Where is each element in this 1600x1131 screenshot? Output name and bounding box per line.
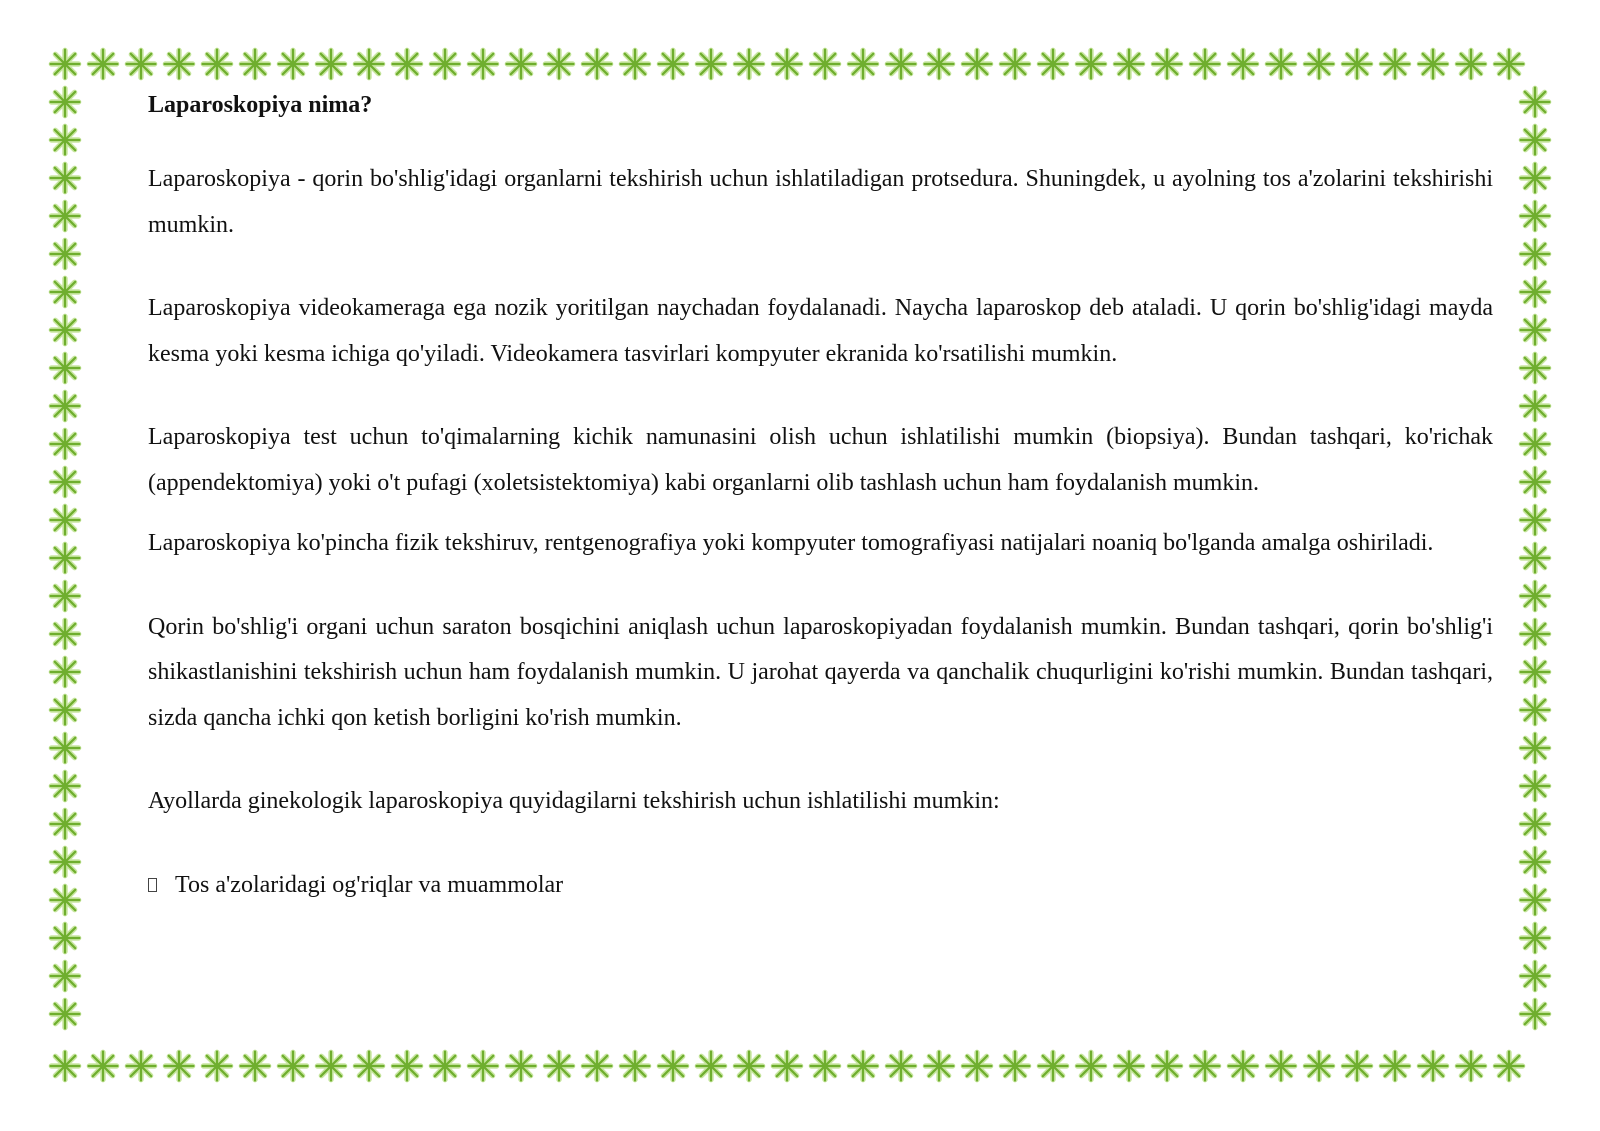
star-ornament-icon	[46, 501, 84, 539]
star-ornament-icon	[46, 349, 84, 387]
star-ornament-icon	[1516, 539, 1554, 577]
star-ornament-icon	[350, 45, 388, 83]
star-ornament-icon	[46, 83, 84, 121]
star-ornament-icon	[236, 1047, 274, 1085]
star-ornament-icon	[1516, 957, 1554, 995]
star-ornament-icon	[768, 45, 806, 83]
star-ornament-icon	[160, 1047, 198, 1085]
star-ornament-icon	[1516, 691, 1554, 729]
star-ornament-icon	[1516, 273, 1554, 311]
star-ornament-icon	[920, 1047, 958, 1085]
star-ornament-icon	[1516, 121, 1554, 159]
star-ornament-icon	[46, 729, 84, 767]
star-ornament-icon	[1516, 767, 1554, 805]
star-ornament-icon	[1224, 1047, 1262, 1085]
star-ornament-icon	[540, 45, 578, 83]
paragraph-indications: Laparoskopiya ko'pincha fizik tekshiruv, rentgenografiya yoki kompyuter tomografiyasi natijalari noaniq bo'lganda amalga oshiriladi.	[148, 530, 1434, 556]
star-ornament-icon	[426, 45, 464, 83]
star-ornament-icon	[46, 995, 84, 1033]
star-ornament-icon	[616, 45, 654, 83]
star-ornament-icon	[1148, 45, 1186, 83]
star-ornament-icon	[616, 1047, 654, 1085]
star-ornament-icon	[692, 1047, 730, 1085]
star-ornament-icon	[730, 45, 768, 83]
star-ornament-icon	[46, 843, 84, 881]
star-ornament-icon	[1148, 1047, 1186, 1085]
star-ornament-icon	[996, 1047, 1034, 1085]
star-ornament-icon	[844, 45, 882, 83]
star-ornament-icon	[46, 1047, 84, 1085]
page-border-bottom	[46, 1047, 1528, 1085]
star-ornament-icon	[46, 45, 84, 83]
star-ornament-icon	[350, 1047, 388, 1085]
star-ornament-icon	[1516, 805, 1554, 843]
star-ornament-icon	[46, 425, 84, 463]
star-ornament-icon	[768, 1047, 806, 1085]
star-ornament-icon	[198, 1047, 236, 1085]
star-ornament-icon	[46, 387, 84, 425]
star-ornament-icon	[1338, 45, 1376, 83]
star-ornament-icon	[1300, 1047, 1338, 1085]
star-ornament-icon	[1516, 843, 1554, 881]
star-ornament-icon	[312, 1047, 350, 1085]
star-ornament-icon	[654, 1047, 692, 1085]
star-ornament-icon	[46, 577, 84, 615]
star-ornament-icon	[882, 1047, 920, 1085]
star-ornament-icon	[46, 273, 84, 311]
star-ornament-icon	[1516, 235, 1554, 273]
star-ornament-icon	[578, 45, 616, 83]
star-ornament-icon	[388, 45, 426, 83]
star-ornament-icon	[236, 45, 274, 83]
star-ornament-icon	[1516, 729, 1554, 767]
star-ornament-icon	[1414, 1047, 1452, 1085]
star-ornament-icon	[84, 1047, 122, 1085]
star-ornament-icon	[1452, 45, 1490, 83]
page-border-right	[1516, 83, 1554, 1033]
star-ornament-icon	[1414, 45, 1452, 83]
star-ornament-icon	[958, 45, 996, 83]
star-ornament-icon	[806, 1047, 844, 1085]
star-ornament-icon	[160, 45, 198, 83]
star-ornament-icon	[1516, 425, 1554, 463]
star-ornament-icon	[1300, 45, 1338, 83]
star-ornament-icon	[502, 45, 540, 83]
star-ornament-icon	[806, 45, 844, 83]
star-ornament-icon	[1186, 1047, 1224, 1085]
star-ornament-icon	[46, 235, 84, 273]
star-ornament-icon	[426, 1047, 464, 1085]
page-border-top	[46, 45, 1528, 83]
star-ornament-icon	[1516, 197, 1554, 235]
star-ornament-icon	[730, 1047, 768, 1085]
star-ornament-icon	[1072, 1047, 1110, 1085]
list-item	[148, 863, 1493, 908]
star-ornament-icon	[1516, 463, 1554, 501]
star-ornament-icon	[46, 539, 84, 577]
star-ornament-icon	[1072, 45, 1110, 83]
star-ornament-icon	[1490, 45, 1528, 83]
star-ornament-icon	[996, 45, 1034, 83]
star-ornament-icon	[312, 45, 350, 83]
star-ornament-icon	[1110, 1047, 1148, 1085]
bullet-icon	[148, 878, 157, 892]
document-body	[148, 84, 1493, 908]
paragraph-biopsy: Laparoskopiya test uchun to'qimalarning kichik namunasini olish uchun ishlatilishi mumkin (biopsiya). Bundan tashqari, ko'richak (appendektomiya) yoki o't pufagi (xoletsistektomiya) kabi organlarni olib tashlash uchun ham foydalanish mumkin.	[148, 424, 1493, 496]
star-ornament-icon	[388, 1047, 426, 1085]
page-border-left	[46, 83, 84, 1033]
document-heading: Laparoskopiya nima?	[148, 92, 373, 118]
star-ornament-icon	[1376, 1047, 1414, 1085]
star-ornament-icon	[654, 45, 692, 83]
list-item-text: Tos a'zolaridagi og'riqlar va muammolar	[175, 871, 564, 898]
star-ornament-icon	[1490, 1047, 1528, 1085]
star-ornament-icon	[540, 1047, 578, 1085]
star-ornament-icon	[46, 957, 84, 995]
star-ornament-icon	[1516, 159, 1554, 197]
star-ornament-icon	[46, 767, 84, 805]
star-ornament-icon	[46, 197, 84, 235]
star-ornament-icon	[1516, 881, 1554, 919]
star-ornament-icon	[692, 45, 730, 83]
paragraph-laparoscope: Laparoskopiya videokameraga ega nozik yoritilgan naychadan foydalanadi. Naycha laparoskop deb ataladi. U qorin bo'shlig'idagi mayda kesma yoki kesma ichiga qo'yiladi. Videokamera tasvirlari kompyuter ekranida ko'rsatilishi mumkin.	[148, 295, 1493, 367]
star-ornament-icon	[274, 45, 312, 83]
star-ornament-icon	[1516, 83, 1554, 121]
star-ornament-icon	[274, 1047, 312, 1085]
star-ornament-icon	[1376, 45, 1414, 83]
paragraph-cancer-staging: Qorin bo'shlig'i organi uchun saraton bosqichini aniqlash uchun laparoskopiyadan foydalanish mumkin. Bundan tashqari, qorin bo'shlig'i shikastlanishini tekshirish uchun ham foydalanish mumkin. U jarohat qayerda va qanchalik chuqurligini ko'rishi mumkin. Bundan tashqari, sizda qancha ichki qon ketish borligini ko'rish mumkin.	[148, 613, 1493, 731]
star-ornament-icon	[1516, 349, 1554, 387]
star-ornament-icon	[882, 45, 920, 83]
star-ornament-icon	[84, 45, 122, 83]
star-ornament-icon	[1110, 45, 1148, 83]
star-ornament-icon	[46, 691, 84, 729]
star-ornament-icon	[1516, 995, 1554, 1033]
star-ornament-icon	[464, 1047, 502, 1085]
star-ornament-icon	[1034, 45, 1072, 83]
star-ornament-icon	[1452, 1047, 1490, 1085]
star-ornament-icon	[1516, 919, 1554, 957]
star-ornament-icon	[578, 1047, 616, 1085]
star-ornament-icon	[1516, 577, 1554, 615]
star-ornament-icon	[1262, 1047, 1300, 1085]
star-ornament-icon	[464, 45, 502, 83]
star-ornament-icon	[46, 121, 84, 159]
star-ornament-icon	[46, 615, 84, 653]
star-ornament-icon	[1224, 45, 1262, 83]
star-ornament-icon	[1516, 387, 1554, 425]
paragraph-gynecologic: Ayollarda ginekologik laparoskopiya quyidagilarni tekshirish uchun ishlatilishi mumkin:	[148, 788, 1000, 814]
star-ornament-icon	[844, 1047, 882, 1085]
star-ornament-icon	[198, 45, 236, 83]
star-ornament-icon	[502, 1047, 540, 1085]
star-ornament-icon	[46, 159, 84, 197]
star-ornament-icon	[1516, 501, 1554, 539]
star-ornament-icon	[1516, 615, 1554, 653]
star-ornament-icon	[46, 311, 84, 349]
star-ornament-icon	[958, 1047, 996, 1085]
star-ornament-icon	[46, 881, 84, 919]
star-ornament-icon	[46, 805, 84, 843]
star-ornament-icon	[46, 919, 84, 957]
star-ornament-icon	[1338, 1047, 1376, 1085]
star-ornament-icon	[122, 45, 160, 83]
star-ornament-icon	[1516, 311, 1554, 349]
paragraph-intro: Laparoskopiya - qorin bo'shlig'idagi organlarni tekshirish uchun ishlatiladigan protsedura. Shuningdek, u ayolning tos a'zolarini tekshirishi mumkin.	[148, 166, 1493, 238]
star-ornament-icon	[1262, 45, 1300, 83]
star-ornament-icon	[1034, 1047, 1072, 1085]
star-ornament-icon	[1516, 653, 1554, 691]
star-ornament-icon	[46, 653, 84, 691]
star-ornament-icon	[920, 45, 958, 83]
star-ornament-icon	[46, 463, 84, 501]
star-ornament-icon	[1186, 45, 1224, 83]
star-ornament-icon	[122, 1047, 160, 1085]
